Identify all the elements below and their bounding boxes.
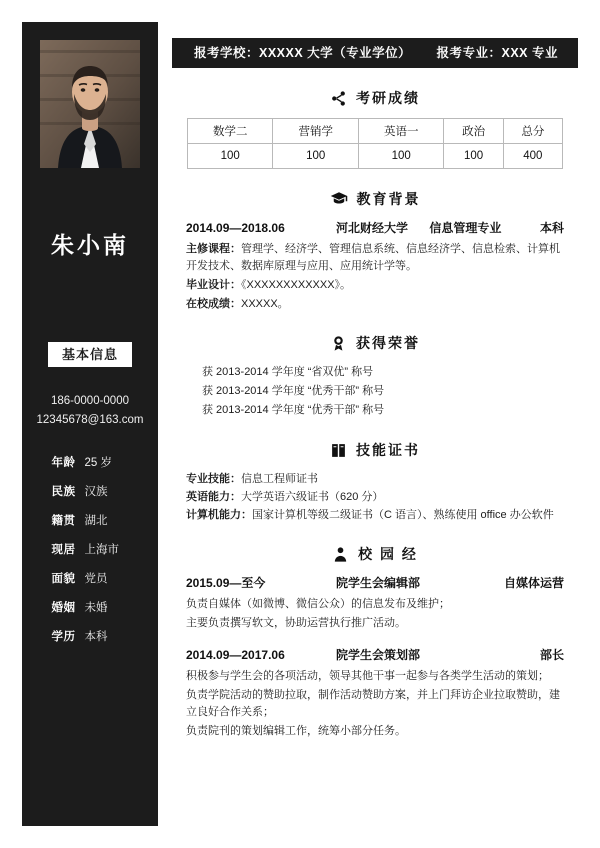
education-courses-text: 管理学、经济学、管理信息系统、信息经济学、信息检索、计算机开发技术、数据库原理与应用、应用统计学等。 [186, 243, 560, 272]
column-header: 总分 [503, 119, 562, 144]
info-row [22, 628, 158, 657]
section-header-education [172, 189, 578, 209]
info-key: 面貌 [51, 573, 76, 585]
target-major: 报考专业：XXX 专业 [436, 46, 558, 60]
education-block [172, 219, 578, 313]
info-row [22, 454, 158, 483]
education-date: 2014.09—2018.06 [186, 221, 285, 235]
contact-block [22, 392, 158, 430]
target-school: 报考学校：XXXXX 大学（专业学位） [194, 46, 412, 60]
info-value: 未婚 [84, 602, 108, 614]
campus-duty: 积极参与学生会的各项活动，领导其他干事一起参与各类学生活动的策划； [186, 670, 549, 682]
column-header: 数学二 [188, 119, 273, 144]
campus-org: 院学生会策划部 [336, 648, 421, 662]
info-key: 年龄 [51, 457, 76, 469]
award-ribbon-icon [330, 335, 347, 352]
education-gpa [186, 296, 564, 313]
skill-text: 国家计算机等级二级证书（C 语言）、熟练使用 office 办公软件 [252, 509, 554, 521]
section-header-campus [172, 544, 578, 564]
info-key: 籍贯 [51, 515, 76, 527]
info-row [22, 570, 158, 599]
education-thesis-label: 毕业设计： [186, 279, 241, 291]
main-content [172, 22, 578, 826]
skill-item [186, 488, 564, 506]
table-row [188, 144, 563, 169]
skill-label: 专业技能： [186, 473, 241, 485]
section-header-honors [172, 333, 578, 353]
campus-date: 2015.09—至今 [186, 576, 266, 590]
share-nodes-icon [330, 90, 347, 107]
skill-label: 英语能力： [186, 491, 241, 503]
campus-duty: 主要负责撰写软文，协助运营执行推广活动。 [186, 617, 406, 629]
education-degree: 本科 [539, 221, 564, 235]
honor-item: 获 2013-2014 学年度 “优秀干部” 称号 [202, 385, 385, 397]
skill-text: 大学英语六级证书（620 分） [241, 491, 384, 503]
campus-org: 院学生会编辑部 [336, 576, 421, 590]
info-key: 学历 [51, 631, 76, 643]
info-value: 本科 [84, 631, 108, 643]
education-major: 信息管理专业 [429, 221, 502, 235]
section-header-scores [172, 88, 578, 108]
campus-duty: 负责自媒体（如微博、微信公众）的信息发布及维护； [186, 598, 450, 610]
info-row [22, 512, 158, 541]
info-key: 婚姻 [51, 602, 76, 614]
campus-entry-line [186, 574, 564, 591]
skill-label: 计算机能力： [186, 509, 252, 521]
info-value: 湖北 [84, 515, 108, 527]
info-value: 汉族 [84, 486, 108, 498]
campus-entry [186, 574, 564, 632]
avatar [40, 40, 140, 168]
honor-item: 获 2013-2014 学年度 “优秀干部” 称号 [202, 404, 385, 416]
section-title-campus: 校 园 经 [358, 546, 418, 562]
honor-item: 获 2013-2014 学年度 “省双优” 称号 [202, 366, 374, 378]
campus-duty: 负责院刊的策划编辑工作，统筹小部分任务。 [186, 725, 406, 737]
education-school: 河北财经大学 [336, 221, 409, 235]
skill-item [186, 470, 564, 488]
campus-entry-line [186, 646, 564, 663]
score-cell: 100 [188, 144, 273, 169]
skill-text: 信息工程师证书 [241, 473, 318, 485]
education-courses-label: 主修课程： [186, 243, 241, 255]
education-thesis-text: 《XXXXXXXXXXXX》。 [241, 279, 352, 291]
email-address: 12345678@163.com [36, 414, 144, 426]
education-gpa-text: XXXXX。 [241, 298, 289, 310]
campus-block [172, 574, 578, 740]
section-title-education: 教育背景 [356, 191, 421, 207]
education-courses [186, 241, 564, 275]
info-key: 现居 [51, 544, 76, 556]
phone-number: 186-0000-0000 [50, 395, 129, 407]
info-value: 党员 [84, 573, 108, 585]
info-row [22, 483, 158, 512]
column-header: 营销学 [273, 119, 358, 144]
info-value: 上海市 [84, 544, 119, 556]
skills-block [172, 470, 578, 524]
basic-info-list [22, 454, 158, 657]
skill-item [186, 506, 564, 524]
book-icon [330, 442, 347, 459]
sidebar [22, 22, 158, 826]
basic-info-label: 基本信息 [48, 342, 132, 367]
score-cell: 400 [503, 144, 562, 169]
education-entry-line [186, 219, 564, 236]
column-header: 政治 [444, 119, 503, 144]
section-header-skills [172, 440, 578, 460]
education-org-major [336, 219, 540, 236]
campus-duty: 负责学院活动的赞助拉取，制作活动赞助方案，并上门拜访企业拉取赞助，建立良好合作关系； [186, 689, 560, 718]
application-header-bar [172, 38, 578, 68]
column-header: 英语一 [358, 119, 443, 144]
honors-block [172, 363, 578, 420]
section-title-skills: 技能证书 [356, 442, 420, 458]
section-title-scores: 考研成绩 [356, 90, 420, 106]
info-row [22, 541, 158, 570]
score-cell: 100 [444, 144, 503, 169]
education-thesis [186, 277, 564, 294]
graduation-cap-icon [330, 190, 348, 208]
education-gpa-label: 在校成绩： [186, 298, 241, 310]
campus-date: 2014.09—2017.06 [186, 648, 285, 662]
scores-table [187, 118, 563, 169]
score-cell: 100 [273, 144, 358, 169]
section-title-honors: 获得荣誉 [356, 335, 420, 351]
person-icon [332, 546, 349, 563]
score-cell: 100 [358, 144, 443, 169]
candidate-name: 朱小南 [51, 232, 129, 258]
campus-entry [186, 646, 564, 740]
table-row [188, 119, 563, 144]
campus-role: 部长 [539, 648, 564, 662]
info-value: 25 岁 [84, 457, 112, 469]
info-row [22, 599, 158, 628]
info-key: 民族 [51, 486, 76, 498]
campus-role: 自媒体运营 [503, 576, 564, 590]
